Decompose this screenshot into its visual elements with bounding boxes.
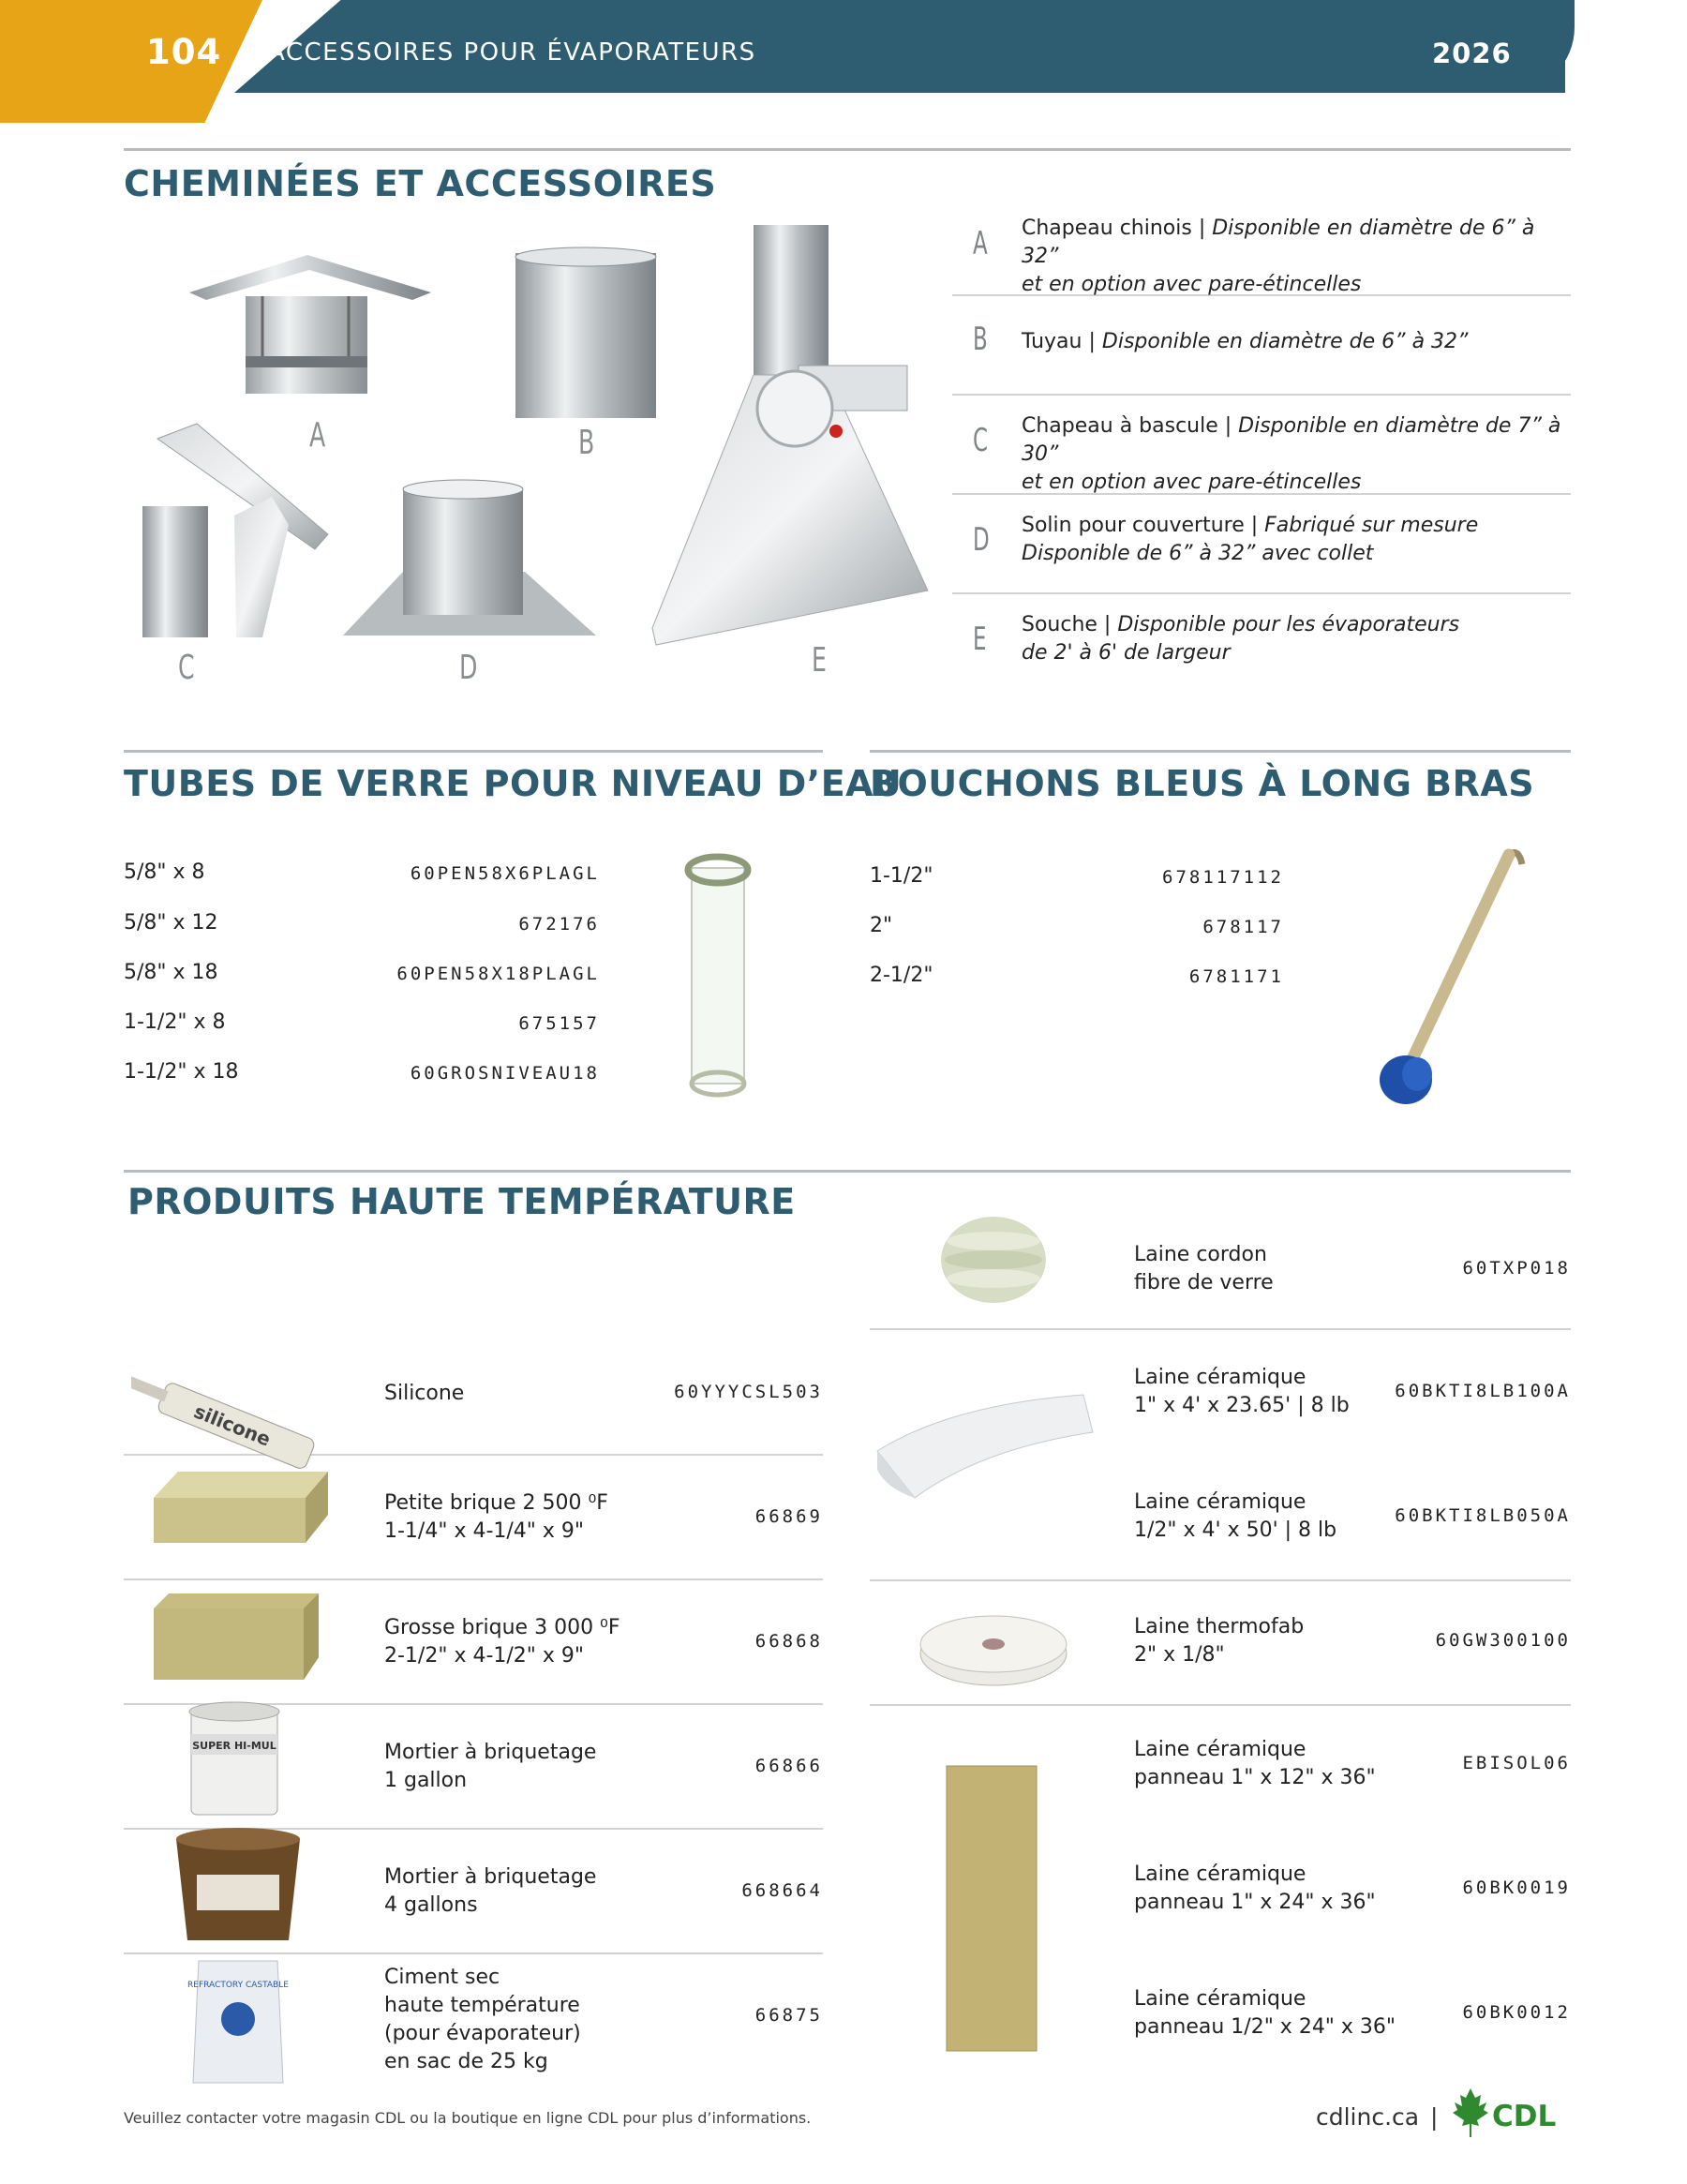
chimney-item-c: C Chapeau à bascule | Disponible en diamètre de 7” à 30” et en option avec pare-étincelles	[952, 394, 1571, 495]
mortar-4-gallons-image	[176, 1828, 300, 1940]
image-letter-d: D	[459, 649, 478, 687]
image-letter-c: C	[178, 649, 195, 687]
glass-tube-code: 60GROSNIVEAU18	[410, 1063, 600, 1084]
list-item: Laine céramique 1" x 4' x 23.65' | 8 lb 60BKTI8LB100A Laine céramique 1/2" x 4' x 50' | 8 lb 60BKTI8LB050A	[870, 1330, 1571, 1581]
section-title-blue-plugs: BOUCHONS BLEUS À LONG BRAS	[870, 763, 1535, 804]
glass-tube-size: 5/8" x 8	[124, 860, 205, 884]
chimney-item-a: A Chapeau chinois | Disponible en diamètre de 6” à 32” et en option avec pare-étincelles	[952, 195, 1571, 296]
svg-text:SUPER HI-MUL: SUPER HI-MUL	[192, 1740, 276, 1752]
cdl-logo: CDL	[1492, 2100, 1557, 2133]
list-item: Ciment sec haute température (pour évaporateur) en sac de 25 kg 66875	[384, 1966, 823, 2073]
section-rule	[124, 1170, 1571, 1173]
high-temp-right-images	[872, 1204, 1097, 2085]
image-letter-b: B	[578, 424, 595, 462]
blue-plug-code: 678117112	[1162, 867, 1284, 888]
section-title-glass-tubes: TUBES DE VERRE POUR NIVEAU D’EAU	[124, 763, 903, 804]
blue-plug-code: 678117	[1202, 917, 1284, 937]
list-item: Laine cordon fibre de verre 60TXP018	[870, 1204, 1571, 1330]
cement-bag-image	[187, 1961, 289, 2083]
section-title-chimneys: CHEMINÉES ET ACCESSOIRES	[124, 163, 717, 204]
chimney-item-b: B Tuyau | Disponible en diamètre de 6” à 32”	[952, 294, 1571, 396]
section-rule	[870, 750, 1571, 753]
list-item: Grosse brique 3 000 ⁰F 2-1/2" x 4-1/2" x 9" 66868	[124, 1580, 823, 1705]
list-item: Petite brique 2 500 ⁰F 1-1/4" x 4-1/4" x 9" 66869	[124, 1456, 823, 1580]
thermofab-roll-image	[920, 1616, 1067, 1685]
item-letter: B	[973, 321, 988, 358]
image-letter-e: E	[812, 641, 827, 680]
item-letter: A	[973, 225, 988, 262]
ceramic-board-image	[947, 1766, 1037, 2051]
rope-gasket-image	[941, 1217, 1046, 1303]
blue-plug-size: 1-1/2"	[870, 864, 933, 888]
large-brick-image	[154, 1593, 319, 1680]
glass-tube-size: 1-1/2" x 8	[124, 1010, 226, 1034]
item-letter: D	[973, 521, 990, 559]
chimney-item-e: E Souche | Disponible pour les évaporateurs de 2' à 6' de largeur	[973, 613, 1460, 665]
glass-tube-size: 1-1/2" x 18	[124, 1060, 239, 1084]
blue-plug-size: 2-1/2"	[870, 964, 933, 987]
image-c-tilting-cap	[142, 424, 328, 637]
chimney-illustrations	[131, 216, 937, 703]
glass-tube-code: 60PEN58X6PLAGL	[410, 863, 600, 884]
glass-tube-size: 5/8" x 18	[124, 961, 218, 984]
small-brick-image	[154, 1472, 328, 1543]
glass-tube-code: 60PEN58X18PLAGL	[396, 964, 600, 984]
footer-note: Veuillez contacter votre magasin CDL ou la boutique en ligne CDL pour plus d’informations.	[124, 2109, 812, 2127]
ceramic-wool-blanket-image	[877, 1395, 1093, 1498]
blue-plug-image	[1368, 840, 1537, 1112]
list-item: Laine thermofab 2" x 1/8" 60GW300100	[870, 1581, 1571, 1706]
header-year: 2026	[1432, 37, 1512, 69]
glass-tube-size: 5/8" x 12	[124, 911, 218, 935]
glass-tube-image	[680, 849, 765, 1112]
page-number: 104	[146, 32, 222, 72]
footer-separator: |	[1430, 2103, 1439, 2131]
header-accent	[0, 0, 262, 123]
high-temp-left-images	[131, 1331, 347, 2090]
blue-plug-size: 2"	[870, 914, 893, 937]
maple-leaf-icon	[1451, 2087, 1490, 2139]
svg-text:REFRACTORY CASTABLE: REFRACTORY CASTABLE	[187, 1981, 289, 1990]
chimney-item-d: D Solin pour couverture | Fabriqué sur mesure Disponible de 6” à 32” avec collet	[952, 493, 1571, 594]
image-d-roof-flashing	[343, 480, 596, 636]
svg-text:silicone: silicone	[190, 1399, 275, 1451]
image-e-stack	[652, 225, 928, 645]
list-item: Laine céramique panneau 1" x 12" x 36" EBISOL06 Laine céramique panneau 1" x 24" x 36" 60BK0019 Laine céramique panneau 1/2" x 24" x 36" 60BK0012	[1134, 1738, 1571, 2039]
section-rule	[124, 148, 1571, 151]
glass-tube-code: 675157	[518, 1013, 600, 1034]
item-letter: E	[973, 621, 987, 658]
section-rule	[124, 750, 823, 753]
image-letter-a: A	[309, 416, 326, 455]
header-title: ACCESSOIRES POUR ÉVAPORATEURS	[268, 38, 756, 67]
list-item: Silicone 60YYYCSL503	[124, 1331, 823, 1456]
section-title-high-temp: PRODUITS HAUTE TEMPÉRATURE	[127, 1181, 796, 1222]
image-b-pipe	[515, 247, 656, 418]
list-item: Mortier à briquetage 1 gallon 66866	[124, 1705, 823, 1830]
glass-tube-code: 672176	[518, 914, 600, 935]
image-a-chinese-cap	[189, 255, 431, 394]
blue-plug-code: 6781171	[1188, 966, 1284, 987]
mortar-1-gallon-image	[189, 1702, 279, 1815]
footer-site-link[interactable]: cdlinc.ca	[1316, 2103, 1420, 2131]
silicone-tube-image	[131, 1368, 316, 1471]
item-letter: C	[973, 422, 989, 459]
list-item: Mortier à briquetage 4 gallons 668664	[124, 1830, 823, 1954]
